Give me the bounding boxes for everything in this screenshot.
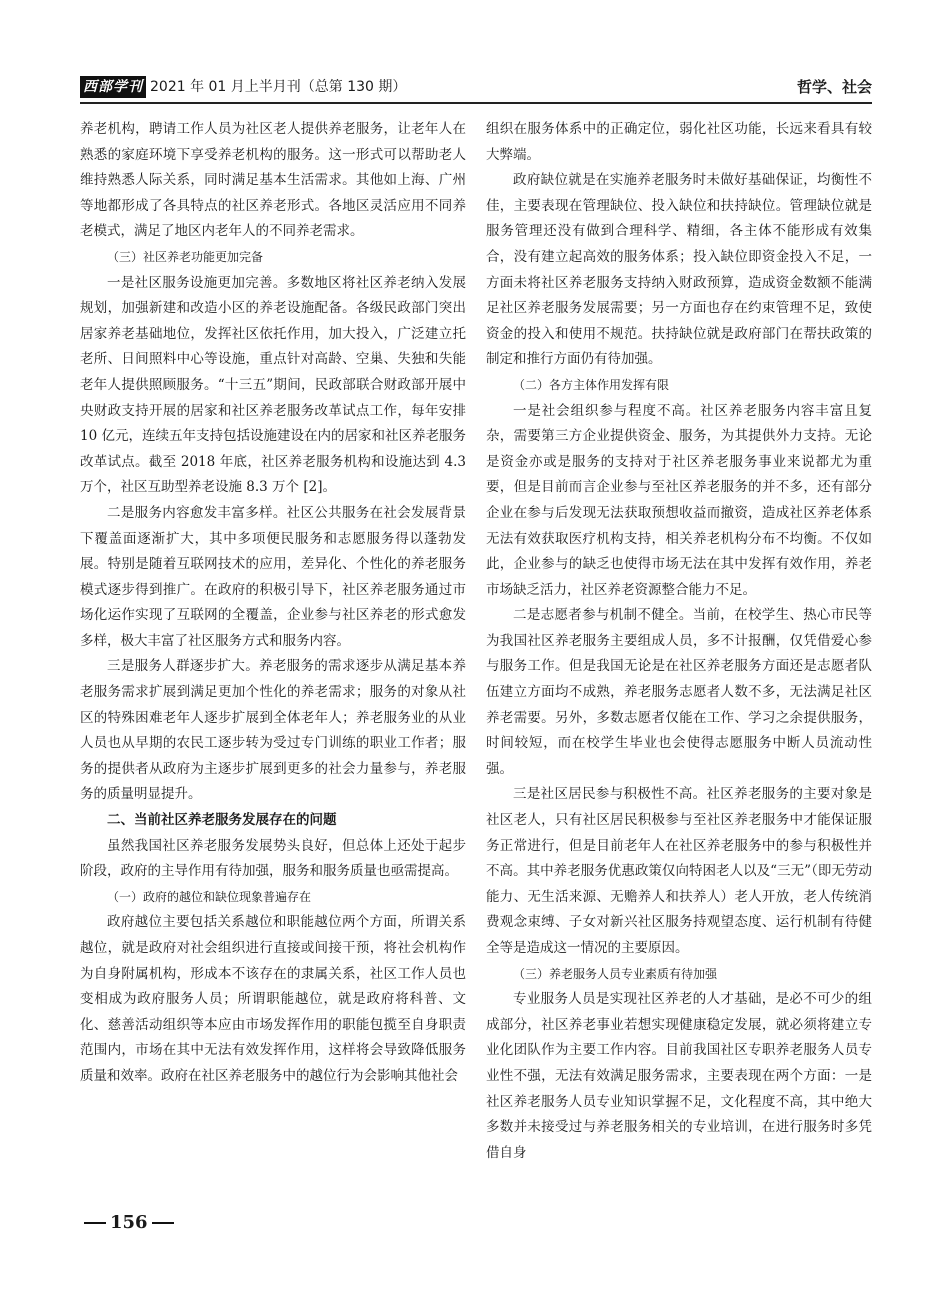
paragraph: 一是社区服务设施更加完善。多数地区将社区养老纳入发展规划，加强新建和改造小区的养老设施配备。各级民政部门突出居家养老基础地位，发挥社区依托作用，加大投入，广泛建立托老所、日间照料中心等设施，重点针对高龄、空巢、失独和失能老年人提供照顾服务。“十三五”期间，民政部联合财政部开展中央财政支持开展的居家和社区养老服务改革试点工作，每年安排 10 亿元，连续五年支持包括设施建设在内的居家和社区养老服务改革试点。截至 2018 年底，社区养老服务机构和设施达到 4.3 万个，社区互助型养老设施 8.3 万个 [2]。 <box>80 274 466 496</box>
paragraph: 组织在服务体系中的正确定位，弱化社区功能，长远来看具有较大弊端。 <box>486 121 872 163</box>
paragraph: 一是社会组织参与程度不高。社区养老服务内容丰富且复杂，需要第三方企业提供资金、服务，为其提供外力支持。无论是资金亦或是服务的支持对于社区养老服务事业来说都尤为重要，但是目前而言企业参与至社区养老服务的并不多，还有部分企业在参与后发现无法获取预想收益而撤资，造成社区养老体系无法有效获取医疗机构支持，相关养老机构分布不均衡。不仅如此，企业参与的缺乏也使得市场无法在其中发挥有效作用，养老市场缺乏活力，社区养老资源整合能力不足。 <box>486 402 872 598</box>
paragraph: 二是服务内容愈发丰富多样。社区公共服务在社会发展背景下覆盖面逐渐扩大，其中多项便民服务和志愿服务得以蓬勃发展。特别是随着互联网技术的应用，差异化、个性化的养老服务模式逐步得到推广。在政府的积极引导下，社区养老服务通过市场化运作实现了互联网的全覆盖，企业参与社区养老的形式愈发多样，极大丰富了社区服务方式和服务内容。 <box>80 504 466 649</box>
paragraph: 三是服务人群逐步扩大。养老服务的需求逐步从满足基本养老服务需求扩展到满足更加个性化的养老需求；服务的对象从社区的特殊困难老年人逐步扩展到全体老年人；养老服务业的从业人员也从早期的农民工逐步转为受过专门训练的职业工作者；服务的提供者从政府为主逐步扩展到更多的社会力量参与，养老服务的质量明显提升。 <box>80 658 466 803</box>
page-number-text: 156 <box>110 1212 148 1233</box>
dash-left <box>84 1222 106 1224</box>
page-number <box>80 1212 178 1233</box>
subsection-heading: （二）各方主体作用发挥有限 <box>513 377 670 392</box>
paragraph: 三是社区居民参与积极性不高。社区养老服务的主要对象是社区老人，只有社区居民积极参与至社区养老服务中才能保证服务正常进行，但是目前老年人在社区养老服务中的参与积极性并不高。其中养老服务优惠政策仅向特困老人以及“三无”（即无劳动能力、无生活来源、无赡养人和扶养人）老人开放，老人传统消费观念束缚、子女对新兴社区服务持观望态度、运行机制有待健全等是造成这一情况的主要原因。 <box>486 786 872 956</box>
journal-logo: 西部学刊 <box>80 76 146 98</box>
paragraph: 政府越位主要包括关系越位和职能越位两个方面，所谓关系越位，就是政府对社会组织进行直接或间接干预，将社会机构作为自身附属机构，形成本不该存在的隶属关系，社区工作人员也变相成为政府服务人员；所谓职能越位，就是政府将科普、文化、慈善活动组织等本应由市场发挥作用的职能包揽至自身职责范围内，市场在其中无法有效发挥作用，这样将会导致降低服务质量和效率。政府在社区养老服务中的越位行为会影响其他社会 <box>80 914 466 1084</box>
paragraph: 养老机构，聘请工作人员为社区老人提供养老服务，让老年人在熟悉的家庭环境下享受养老机构的服务。这一形式可以帮助老人维持熟悉人际关系，同时满足基本生活需求。其他如上海、广州等地都形成了各具特点的社区养老形式。各地区灵活应用不同养老模式，满足了地区内老年人的不同养老需求。 <box>80 121 466 240</box>
section-heading: 二、当前社区养老服务发展存在的问题 <box>107 812 337 829</box>
paragraph: 虽然我国社区养老服务发展势头良好，但总体上还处于起步阶段，政府的主导作用有待加强，服务和服务质量也亟需提高。 <box>80 837 466 880</box>
paragraph: 二是志愿者参与机制不健全。当前，在校学生、热心市民等为我国社区养老服务主要组成人员，多不计报酬，仅凭借爱心参与服务工作。但是我国无论是在社区养老服务方面还是志愿者队伍建立方面均不成熟，养老服务志愿者人数不多，无法满足社区养老需要。另外，多数志愿者仅能在工作、学习之余提供服务，时间较短，而在校学生毕业也会使得志愿服务中断人员流动性强。 <box>486 607 872 777</box>
subsection-heading: （一）政府的越位和缺位现象普遍存在 <box>107 889 312 904</box>
right-column <box>486 117 872 1166</box>
paragraph: 政府缺位就是在实施养老服务时未做好基础保证，均衡性不佳，主要表现在管理缺位、投入缺位和扶持缺位。管理缺位就是服务管理还没有做到合理科学、精细，各主体不能形成有效集合，没有建立起高效的服务体系；投入缺位即资金投入不足，一方面未将社区养老服务支持纳入财政预算，造成资金数额不能满足社区养老服务发展需要；另一方面也存在约束管理不足，致使资金的投入和使用不规范。扶持缺位就是政府部门在帮扶政策的制定和推行方面仍有待加强。 <box>486 172 872 368</box>
dash-right <box>152 1222 174 1224</box>
running-header <box>80 74 872 104</box>
issue-info: 2021 年 01 月上半月刊（总第 130 期） <box>150 79 407 95</box>
left-column <box>80 117 466 1090</box>
section-tag: 哲学、社会 <box>796 78 872 96</box>
subsection-heading: （三）社区养老功能更加完备 <box>107 249 264 264</box>
subsection-heading: （三）养老服务人员专业素质有待加强 <box>513 966 718 981</box>
paragraph: 专业服务人员是实现社区养老的人才基础，是必不可少的组成部分，社区养老事业若想实现健康稳定发展，就必须将建立专业化团队作为主要工作内容。目前我国社区专职养老服务人员专业性不强，无法有效满足服务需求，主要表现在两个方面：一是社区养老服务人员专业知识掌握不足，文化程度不高，其中绝大多数并未接受过与养老服务相关的专业培训，在进行服务时多凭借自身 <box>486 991 872 1161</box>
